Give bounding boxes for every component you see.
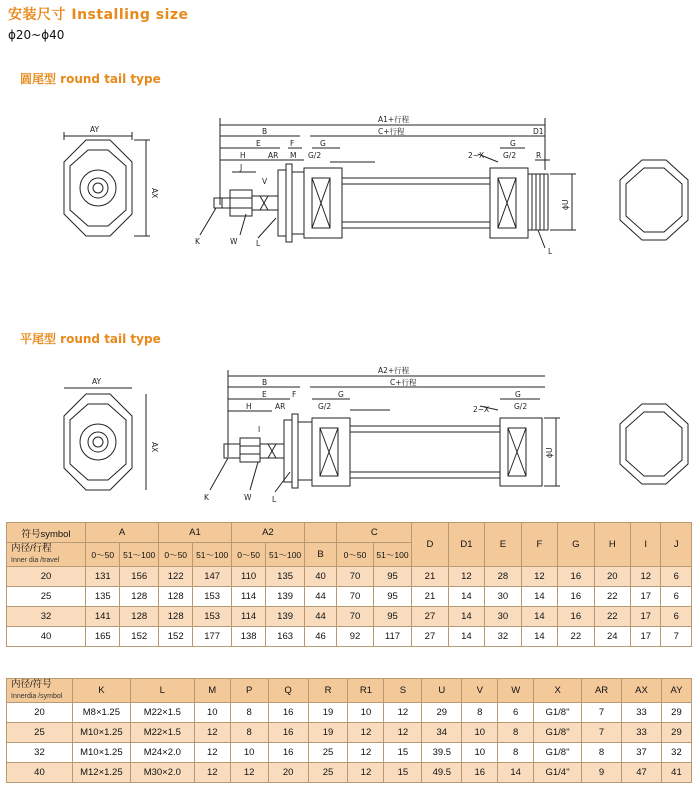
- table1-col-d1: D1: [448, 523, 484, 567]
- flat-tail-drawing: [0, 362, 700, 502]
- table1-cell: 95: [373, 587, 412, 607]
- table1-cell: 95: [373, 567, 412, 587]
- table1-cell: 17: [631, 607, 661, 627]
- table2-cell: 34: [422, 723, 462, 743]
- round-tail-drawing: [0, 110, 700, 260]
- table1-cell: 128: [120, 587, 159, 607]
- table1-cell: 92: [337, 627, 373, 647]
- dim2-w: W: [244, 493, 252, 502]
- table2-cell: 12: [230, 763, 268, 783]
- dim2-ax: AX: [150, 442, 159, 453]
- table1-cell: 114: [231, 587, 265, 607]
- table2-col-v: V: [462, 679, 498, 703]
- table2-cell: 12: [194, 763, 230, 783]
- dim2-c: C+行程: [390, 378, 417, 387]
- table1-cell: 139: [266, 607, 305, 627]
- table2-cell: 9: [582, 763, 622, 783]
- table1-cell: 40: [7, 627, 86, 647]
- dim-l2: L: [548, 247, 553, 256]
- table2-cell: M10×1.25: [72, 743, 130, 763]
- table1-cell: 135: [86, 587, 120, 607]
- table1-col-h: H: [594, 523, 630, 567]
- table2-cell: 29: [661, 723, 691, 743]
- table2-cell: 39.5: [422, 743, 462, 763]
- table1-row: [7, 587, 692, 607]
- table1-cell: 117: [373, 627, 412, 647]
- table2-cell: 20: [7, 703, 73, 723]
- table2-col-p: P: [230, 679, 268, 703]
- table1-cell: 21: [412, 587, 448, 607]
- table2-cell: 8: [498, 743, 534, 763]
- dim2-g-half-b: G/2: [514, 402, 528, 411]
- table1-cell: 95: [373, 607, 412, 627]
- table2-cell: 7: [582, 703, 622, 723]
- table1-cell: 46: [304, 627, 336, 647]
- dim-g-half-a: G/2: [308, 151, 322, 160]
- dim-u: ɸU: [561, 199, 570, 210]
- table1-header-row2: 内径/行程 Inner dia /travel 0～50 51～100 0～50 51～100 0～50 51～100 B 0～50 51～100: [7, 543, 692, 567]
- table1-cell: 153: [193, 587, 232, 607]
- table2-cell: 12: [194, 723, 230, 743]
- dim-m: M: [290, 151, 297, 160]
- table1-cell: 114: [231, 607, 265, 627]
- dim-r: R: [536, 151, 542, 160]
- dim-l1: L: [256, 239, 261, 248]
- table1-cell: 14: [521, 607, 557, 627]
- table1-cell: 128: [158, 607, 192, 627]
- dim2-x: 2~X: [473, 405, 490, 414]
- table2-col-w: W: [498, 679, 534, 703]
- table2-cell: 32: [661, 743, 691, 763]
- dim2-a2: A2+行程: [378, 366, 410, 375]
- table2-cell: 8: [462, 703, 498, 723]
- table2-cell: M22×1.5: [130, 723, 194, 743]
- table2-cell: 10: [462, 723, 498, 743]
- table2-cell: 40: [7, 763, 73, 783]
- dim-ax: AX: [150, 188, 159, 199]
- table2-cell: 12: [348, 763, 384, 783]
- table2-cell: 8: [230, 723, 268, 743]
- table2-cell: 47: [622, 763, 662, 783]
- table1-cell: 12: [521, 567, 557, 587]
- table2-col-m: M: [194, 679, 230, 703]
- table2-cell: M12×1.25: [72, 763, 130, 783]
- table1-cell: 27: [412, 607, 448, 627]
- table2-cell: M30×2.0: [130, 763, 194, 783]
- table1-cell: 14: [521, 587, 557, 607]
- spec-table-2: [6, 678, 692, 783]
- table1-corner-symbol: 符号symbol: [7, 523, 86, 543]
- table2-cell: G1/4'': [534, 763, 582, 783]
- table1-cell: 16: [558, 587, 594, 607]
- table1-col-a: A: [86, 523, 159, 543]
- table1-cell: 30: [485, 607, 521, 627]
- table1-cell: 7: [661, 627, 692, 647]
- table2-cell: 12: [194, 743, 230, 763]
- table1-cell: 20: [594, 567, 630, 587]
- table1-cell: 153: [193, 607, 232, 627]
- dim2-ay: AY: [92, 377, 102, 386]
- table1-cell: 22: [594, 587, 630, 607]
- table1-cell: 30: [485, 587, 521, 607]
- dim-c: C+行程: [378, 127, 405, 136]
- table2-cell: 16: [268, 723, 308, 743]
- dim2-g-half-a: G/2: [318, 402, 332, 411]
- end-view-hex-right-2: [620, 404, 688, 484]
- table2-cell: 12: [348, 743, 384, 763]
- dim-j: J: [240, 163, 243, 172]
- table2-cell: 8: [498, 723, 534, 743]
- page-title: 安装尺寸 Installing size: [8, 7, 189, 23]
- end-view-hex-left-2: [64, 394, 132, 490]
- dim-d1: D1: [533, 127, 544, 136]
- end-view-hex-right: [620, 160, 688, 240]
- table2-cell: 25: [7, 723, 73, 743]
- table2-cell: 6: [498, 703, 534, 723]
- table1-row: [7, 607, 692, 627]
- table1-col-i: I: [631, 523, 661, 567]
- table2-cell: 33: [622, 703, 662, 723]
- dim-v: V: [262, 177, 268, 186]
- dim2-l: L: [272, 495, 277, 502]
- table1-cell: 21: [412, 567, 448, 587]
- table2-corner: 内径/符号 Innerdia /symbol: [7, 679, 73, 703]
- table2-cell: 16: [462, 763, 498, 783]
- table1-cell: 16: [558, 607, 594, 627]
- dim-g1: G: [320, 139, 326, 148]
- table2-cell: 10: [230, 743, 268, 763]
- table1-cell: 6: [661, 567, 692, 587]
- table1-cell: 44: [304, 587, 336, 607]
- table1-cell: 128: [158, 587, 192, 607]
- table1-cell: 32: [7, 607, 86, 627]
- table1-cell: 156: [120, 567, 159, 587]
- table2-cell: M8×1.25: [72, 703, 130, 723]
- dim-k: K: [195, 237, 200, 246]
- table2-row: [7, 703, 692, 723]
- table1-col-blank: [304, 523, 336, 543]
- end-view-hex-left: [64, 140, 132, 236]
- table2-cell: 20: [268, 763, 308, 783]
- table1-cell: 16: [558, 567, 594, 587]
- table2-cell: 14: [498, 763, 534, 783]
- table1-cell: 27: [412, 627, 448, 647]
- table1-cell: 70: [337, 607, 373, 627]
- table2-cell: 25: [308, 763, 348, 783]
- table2-cell: 25: [308, 743, 348, 763]
- table2-cell: 10: [194, 703, 230, 723]
- dim2-u: ɸU: [545, 447, 554, 458]
- table2-cell: 19: [308, 723, 348, 743]
- dim2-h: H: [246, 402, 252, 411]
- table2-cell: G1/8'': [534, 743, 582, 763]
- table1-cell: 44: [304, 607, 336, 627]
- table1-cell: 22: [594, 607, 630, 627]
- table2-col-ar: AR: [582, 679, 622, 703]
- table1-cell: 6: [661, 587, 692, 607]
- dim2-k: K: [204, 493, 209, 502]
- table2-row: [7, 743, 692, 763]
- table1-col-a2: A2: [231, 523, 304, 543]
- table1-cell: 40: [304, 567, 336, 587]
- table1-col-j: J: [661, 523, 692, 567]
- table2-col-r1: R1: [348, 679, 384, 703]
- table2-cell: 10: [348, 703, 384, 723]
- table1-cell: 32: [485, 627, 521, 647]
- table1-corner-travel: 内径/行程 Inner dia /travel: [7, 543, 86, 567]
- dim-h: H: [240, 151, 246, 160]
- table1-cell: 131: [86, 567, 120, 587]
- dim2-g1: G: [338, 390, 344, 399]
- table2-cell: 29: [661, 703, 691, 723]
- table1-cell: 22: [558, 627, 594, 647]
- dim2-f: F: [292, 390, 297, 399]
- dim-a1: A1+行程: [378, 115, 410, 124]
- dim-x: 2~X: [468, 151, 485, 160]
- table2-cell: M22×1.5: [130, 703, 194, 723]
- table2-cell: 12: [348, 723, 384, 743]
- dim-w: W: [230, 237, 238, 246]
- table2-cell: 16: [268, 743, 308, 763]
- table1-cell: 152: [120, 627, 159, 647]
- table1-cell: 163: [266, 627, 305, 647]
- table2-header-row: [7, 679, 692, 703]
- table1-col-f: F: [521, 523, 557, 567]
- table2-cell: 49.5: [422, 763, 462, 783]
- table1-cell: 14: [448, 587, 484, 607]
- table1-cell: 24: [594, 627, 630, 647]
- table2-cell: M24×2.0: [130, 743, 194, 763]
- table2-cell: 10: [462, 743, 498, 763]
- dim2-e: E: [262, 390, 267, 399]
- dim-g-half-b: G/2: [503, 151, 517, 160]
- table1-cell: 28: [485, 567, 521, 587]
- table2-cell: 7: [582, 723, 622, 743]
- table1-col-a1: A1: [158, 523, 231, 543]
- table2-cell: 15: [384, 743, 422, 763]
- table1-cell: 135: [266, 567, 305, 587]
- table2-col-q: Q: [268, 679, 308, 703]
- table1-header-row1: [7, 523, 692, 543]
- table2-cell: 8: [230, 703, 268, 723]
- table2-cell: 29: [422, 703, 462, 723]
- table2-cell: 12: [384, 723, 422, 743]
- table1-cell: 122: [158, 567, 192, 587]
- spec-table-1: [6, 522, 692, 647]
- table2-cell: 19: [308, 703, 348, 723]
- table2-col-x: X: [534, 679, 582, 703]
- table1-col-c: C: [337, 523, 412, 543]
- table1-cell: 70: [337, 587, 373, 607]
- table1-cell: 17: [631, 627, 661, 647]
- table1-cell: 70: [337, 567, 373, 587]
- table1-row: [7, 567, 692, 587]
- table2-col-ax: AX: [622, 679, 662, 703]
- table1-cell: 165: [86, 627, 120, 647]
- table1-cell: 6: [661, 607, 692, 627]
- table1-col-d: D: [412, 523, 448, 567]
- table1-row: [7, 627, 692, 647]
- table2-cell: M10×1.25: [72, 723, 130, 743]
- dim-b: B: [262, 127, 268, 136]
- table2-col-s: S: [384, 679, 422, 703]
- dim-ar: AR: [268, 151, 279, 160]
- table1-col-e: E: [485, 523, 521, 567]
- table2-cell: 41: [661, 763, 691, 783]
- table2-row: [7, 763, 692, 783]
- dim2-i: I: [258, 425, 261, 434]
- table2-cell: 12: [384, 703, 422, 723]
- table1-cell: 128: [120, 607, 159, 627]
- table2-cell: G1/8'': [534, 723, 582, 743]
- table2-col-k: K: [72, 679, 130, 703]
- table1-cell: 14: [448, 627, 484, 647]
- table2-cell: 16: [268, 703, 308, 723]
- table2-col-ay: AY: [661, 679, 691, 703]
- section-round-tail: 圆尾型 round tail type: [20, 72, 161, 86]
- bore-range: ɸ20~ɸ40: [8, 28, 65, 42]
- dim-e: E: [256, 139, 261, 148]
- table1-cell: 12: [631, 567, 661, 587]
- dim2-g2: G: [515, 390, 521, 399]
- section-flat-tail: 平尾型 round tail type: [20, 332, 161, 346]
- table2-cell: 33: [622, 723, 662, 743]
- table1-cell: 147: [193, 567, 232, 587]
- table1-cell: 110: [231, 567, 265, 587]
- table2-col-l: L: [130, 679, 194, 703]
- dim-ay: AY: [90, 125, 100, 134]
- dim-g2: G: [510, 139, 516, 148]
- table1-cell: 139: [266, 587, 305, 607]
- table2-row: [7, 723, 692, 743]
- table2-cell: 15: [384, 763, 422, 783]
- table1-cell: 177: [193, 627, 232, 647]
- table1-cell: 141: [86, 607, 120, 627]
- dim2-ar: AR: [275, 402, 286, 411]
- table1-cell: 25: [7, 587, 86, 607]
- table2-cell: 8: [582, 743, 622, 763]
- table1-cell: 20: [7, 567, 86, 587]
- dim2-b: B: [262, 378, 268, 387]
- table2-cell: G1/8'': [534, 703, 582, 723]
- table1-col-g: G: [558, 523, 594, 567]
- table1-cell: 152: [158, 627, 192, 647]
- table2-cell: 32: [7, 743, 73, 763]
- table1-cell: 17: [631, 587, 661, 607]
- table1-cell: 14: [448, 607, 484, 627]
- dim-f: F: [290, 139, 295, 148]
- table2-col-u: U: [422, 679, 462, 703]
- table1-cell: 12: [448, 567, 484, 587]
- table1-cell: 14: [521, 627, 557, 647]
- table2-cell: 37: [622, 743, 662, 763]
- table1-cell: 138: [231, 627, 265, 647]
- table2-col-r: R: [308, 679, 348, 703]
